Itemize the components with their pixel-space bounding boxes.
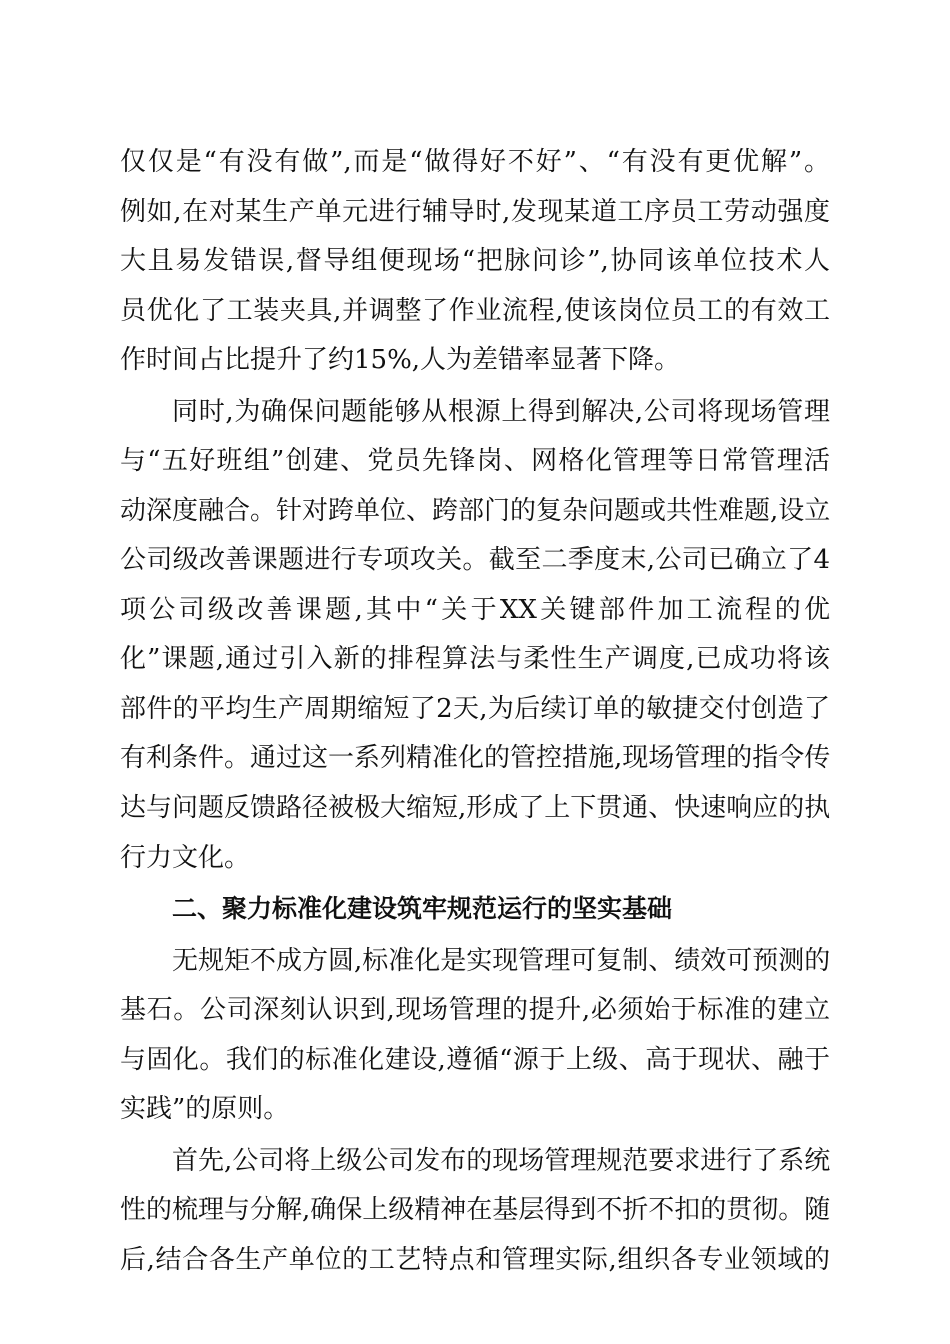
text-line: 基石。公司深刻认识到,现场管理的提升,必须始于标准的建立 xyxy=(120,995,830,1025)
text-line: 首先,公司将上级公司发布的现场管理规范要求进行了系统 xyxy=(172,1146,831,1176)
text-line: 无规矩不成方圆,标准化是实现管理可复制、绩效可预测的 xyxy=(172,946,831,976)
text-line: 项公司级改善课题,其中“关于XX关键部件加工流程的优 xyxy=(120,595,830,625)
text-line: 后,结合各生产单位的工艺特点和管理实际,组织各专业领域的 xyxy=(120,1245,830,1275)
text-line: 与固化。我们的标准化建设,遵循“源于上级、高于现状、融于 xyxy=(120,1045,830,1075)
text-line: 达与问题反馈路径被极大缩短,形成了上下贯通、快速响应的执 xyxy=(120,793,831,823)
text-line: 有利条件。通过这一系列精准化的管控措施,现场管理的指令传 xyxy=(120,743,831,773)
text-line: 动深度融合。针对跨单位、跨部门的复杂问题或共性难题,设立 xyxy=(120,496,831,526)
text-line: 大且易发错误,督导组便现场“把脉问诊”,协同该单位技术人 xyxy=(120,246,830,276)
text-line: 行力文化。 xyxy=(120,843,251,873)
text-line: 同时,为确保问题能够从根源上得到解决,公司将现场管理 xyxy=(172,397,830,427)
text-line: 性的梳理与分解,确保上级精神在基层得到不折不扣的贯彻。随 xyxy=(120,1195,831,1225)
text-line: 化”课题,通过引入新的排程算法与柔性生产调度,已成功将该 xyxy=(120,644,830,674)
text-line: 部件的平均生产周期缩短了2天,为后续订单的敏捷交付创造了 xyxy=(120,694,830,724)
text-line: 例如,在对某生产单元进行辅导时,发现某道工序员工劳动强度 xyxy=(120,197,830,227)
text-line: 公司级改善课题进行专项攻关。截至二季度末,公司已确立了4 xyxy=(120,545,830,575)
section-heading: 二、聚力标准化建设筑牢规范运行的坚实基础 xyxy=(172,894,673,923)
text-line: 仅仅是“有没有做”,而是“做得好不好”、“有没有更优解”。 xyxy=(120,147,830,177)
text-line: 实践”的原则。 xyxy=(120,1094,290,1124)
text-line: 员优化了工装夹具,并调整了作业流程,使该岗位员工的有效工 xyxy=(120,296,830,326)
text-line: 作时间占比提升了约15%,人为差错率显著下降。 xyxy=(120,345,681,375)
text-line: 与“五好班组”创建、党员先锋岗、网格化管理等日常管理活 xyxy=(120,446,830,476)
